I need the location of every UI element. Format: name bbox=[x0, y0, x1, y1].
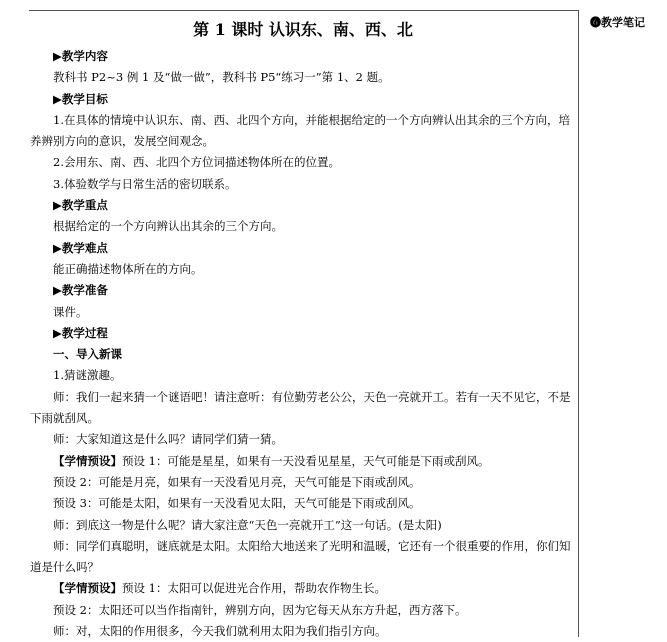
prediction-text: 预设 1：太阳可以促进光合作用，帮助农作物生长。 bbox=[122, 581, 386, 596]
content-text: 教科书 P2~3 例 1 及“做一做”，教科书 P5“练习一”第 1、2 题。 bbox=[53, 70, 390, 85]
prediction-2: 预设 2：可能是月亮，如果有一天没看见月亮，天气可能是下雨或刮风。 bbox=[53, 474, 421, 489]
teacher-line-3: 师：到底这一物是什么呢？请大家注意“天色一亮就开工”这一句话。(是太阳) bbox=[53, 517, 442, 532]
heading-preparation: ▶教学准备 bbox=[53, 283, 108, 298]
prediction-5: 预设 2：太阳还可以当作指南针，辨别方向，因为它每天从东方升起，西方落下。 bbox=[53, 602, 467, 617]
heading-process: ▶教学过程 bbox=[53, 325, 108, 340]
heading-content: ▶教学内容 bbox=[53, 49, 108, 63]
prediction-tag: 【学情预设】 bbox=[53, 453, 122, 468]
notes-column-divider bbox=[578, 10, 579, 637]
prediction-text: 预设 1：可能是星星，如果有一天没看见星星，天气可能是下雨或刮风。 bbox=[122, 453, 490, 468]
prediction-3: 预设 3：可能是太阳，如果有一天没看见太阳，天气可能是下雨或刮风。 bbox=[53, 496, 421, 511]
heading-key-point: ▶教学重点 bbox=[53, 198, 108, 213]
prediction-4 bbox=[30, 578, 576, 599]
teacher-line-5: 师：对，太阳的作用很多，今天我们就利用太阳为我们指引方向。 bbox=[53, 624, 387, 639]
heading-goals: ▶教学目标 bbox=[53, 91, 108, 106]
heading-difficulty: ▶教学难点 bbox=[53, 240, 108, 255]
teaching-notes-label: ❻教学笔记 bbox=[590, 16, 645, 29]
teacher-line-1: 师：我们一起来猜一个谜语吧！请注意听：有位勤劳老公公，天色一亮就开工。若有一天不见它，不是下雨就刮风。 bbox=[30, 389, 571, 426]
preparation-text: 课件。 bbox=[53, 304, 88, 319]
section-intro: 一、导入新课 bbox=[53, 347, 122, 362]
prediction-tag: 【学情预设】 bbox=[53, 581, 122, 596]
teacher-line-4: 师：同学们真聪明，谜底就是太阳。太阳给大地送来了光明和温暖，它还有一个很重要的作用，你们知道是什么吗？ bbox=[30, 538, 571, 575]
teacher-line-2: 师：大家知道这是什么吗？请同学们猜一猜。 bbox=[53, 432, 283, 447]
lesson-title: 第 1 课时 认识东、南、西、北 bbox=[193, 20, 413, 39]
goal-3: 3.体验数学与日常生活的密切联系。 bbox=[53, 176, 237, 191]
goal-2: 2.会用东、南、西、北四个方位词描述物体所在的位置。 bbox=[53, 155, 340, 170]
lesson-plan bbox=[30, 17, 576, 642]
difficulty-text: 能正确描述物体所在的方向。 bbox=[53, 261, 203, 276]
key-point-text: 根据给定的一个方向辨认出其余的三个方向。 bbox=[53, 219, 283, 234]
step-riddle: 1.猜谜激趣。 bbox=[53, 368, 122, 383]
prediction-1 bbox=[30, 451, 576, 472]
goal-1: 1.在具体的情境中认识东、南、西、北四个方向，并能根据给定的一个方向辨认出其余的三个方向，培养辨别方向的意识，发展空间观念。 bbox=[30, 112, 570, 149]
page-top-border bbox=[29, 10, 579, 11]
